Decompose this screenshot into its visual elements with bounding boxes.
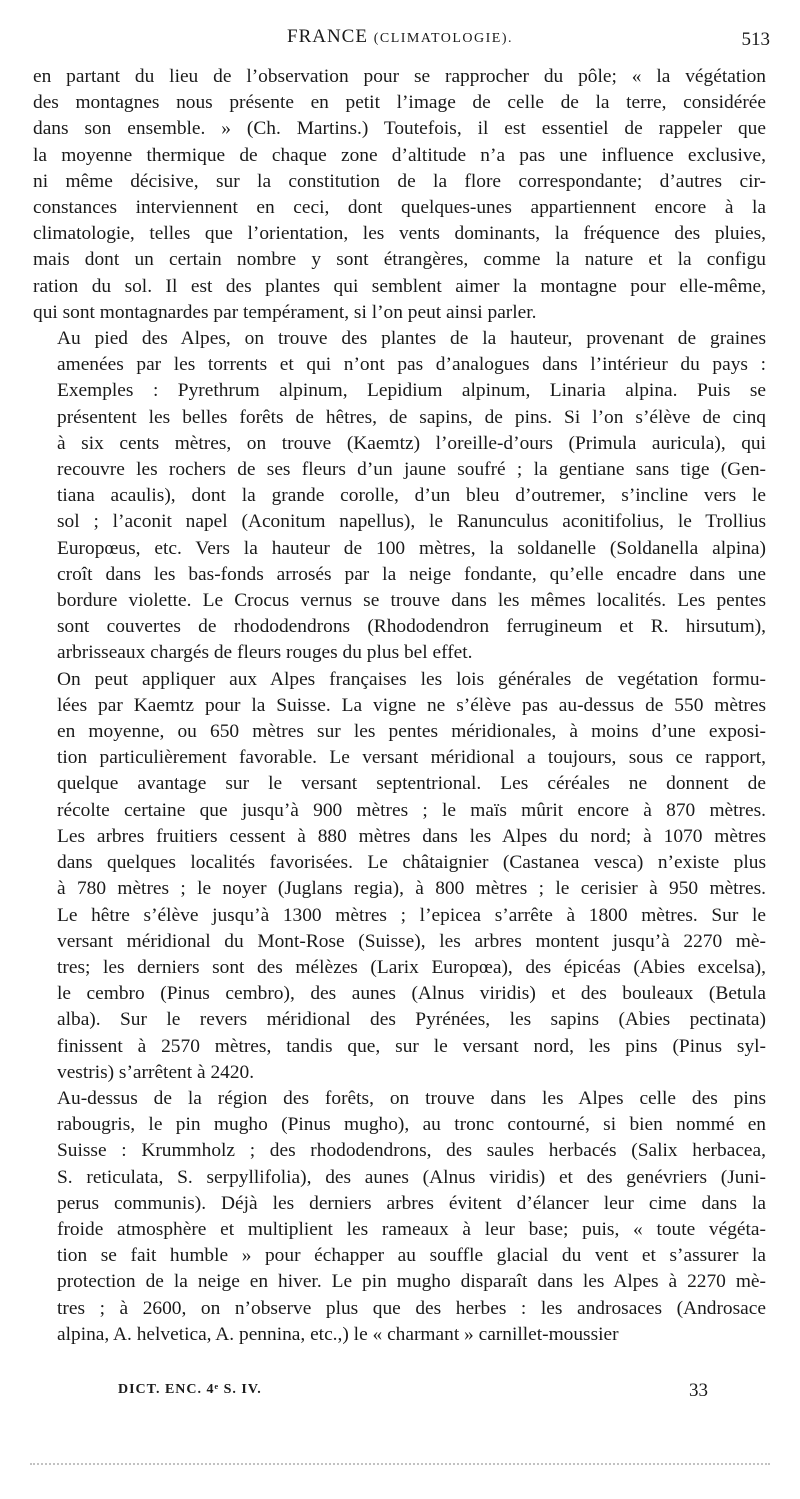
text-line: bordure violette. Le Crocus vernus se trouve dans les mêmes localités. Les pentes — [57, 590, 766, 612]
paragraph — [33, 64, 766, 326]
paragraph — [33, 667, 766, 1086]
text-line: On peut appliquer aux Alpes françaises les lois générales de vegétation formu- — [57, 668, 766, 690]
text-line: Europœus, etc. Vers la hauteur de 100 mètres, la soldanelle (Soldanella alpina) — [57, 537, 766, 559]
text-line: arbrisseaux chargés de fleurs rouges du plus bel effet. — [57, 642, 473, 664]
text-line: quelque avantage sur le versant septentrional. Les céréales ne donnent de — [57, 773, 766, 795]
text-line: mais dont un certain nombre y sont étrangères, comme la nature et la configu — [33, 249, 766, 271]
text-line: tiana acaulis), dont la grande corolle, d’un bleu d’outremer, s’incline vers le — [57, 485, 766, 507]
text-line: Au pied des Alpes, on trouve des plantes de la hauteur, provenant de graines — [57, 328, 766, 350]
text-line: recouvre les rochers de ses fleurs d’un jaune soufré ; la gentiane sans tige (Gen- — [57, 459, 766, 481]
text-line: croît dans les bas-fonds arrosés par la neige fondante, qu’elle encadre dans une — [57, 563, 766, 585]
text-line: froide atmosphère et multiplient les rameaux à leur base; puis, « toute végéta- — [57, 1218, 766, 1240]
text-line: le cembro (Pinus cembro), des aunes (Alnus viridis) et des bouleaux (Betula — [57, 983, 766, 1005]
text-line: constances interviennent en ceci, dont quelques-unes appartiennent encore à la — [33, 197, 766, 219]
signature-mark: DICT. ENC. 4ᵉ S. IV. — [118, 1382, 262, 1397]
text-line: tres; les derniers sont des mélèzes (Larix Europœa), des épicéas (Abies excelsa), — [57, 956, 766, 978]
text-line: présentent les belles forêts de hêtres, de sapins, de pins. Si l’on s’élève de cinq — [57, 406, 766, 428]
text-line: tres ; à 2600, on n’observe plus que des herbes : les androsaces (Androsace — [57, 1297, 766, 1319]
text-line: dans quelques localités favorisées. Le châtaignier (Castanea vesca) n’existe plus — [57, 852, 766, 874]
running-title — [30, 26, 770, 48]
text-line: Exemples : Pyrethrum alpinum, Lepidium alpinum, Linaria alpina. Puis se — [57, 380, 766, 402]
sheet-number: 33 — [689, 1380, 708, 1401]
text-line: à 780 mètres ; le noyer (Juglans regia), à 800 mètres ; le cerisier à 950 mètres. — [57, 878, 766, 900]
text-line: tion particulièrement favorable. Le versant méridional a toujours, sous ce rapport, — [57, 747, 766, 769]
text-line: versant méridional du Mont-Rose (Suisse), les arbres montent jusqu’à 2270 mè- — [57, 930, 766, 952]
text-line: la moyenne thermique de chaque zone d’altitude n’a pas une influence exclusive, — [33, 144, 766, 166]
text-line: en moyenne, ou 650 mètres sur les pentes méridionales, à moins d’une exposi- — [57, 721, 766, 743]
bottom-dotted-rule — [30, 1463, 770, 1469]
text-line: S. reticulata, S. serpyllifolia), des aunes (Alnus viridis) et des genévriers (Juni- — [57, 1166, 766, 1188]
text-line: sont couvertes de rhododendrons (Rhododendron ferrugineum et R. hirsutum), — [57, 616, 766, 638]
text-line: à six cents mètres, on trouve (Kaemtz) l’oreille-d’ours (Primula auricula), qui — [57, 432, 766, 454]
text-line: sol ; l’aconit napel (Aconitum napellus), le Ranunculus aconitifolius, le Trollius — [57, 511, 766, 533]
text-line: Au-dessus de la région des forêts, on trouve dans les Alpes celle des pins — [57, 1087, 766, 1109]
text-line: vestris) s’arrêtent à 2420. — [57, 1061, 255, 1083]
text-line: ni même décisive, sur la constitution de la flore correspondante; d’autres cir- — [33, 170, 766, 192]
text-line: rabougris, le pin mugho (Pinus mugho), au tronc contourné, si bien nommé en — [57, 1114, 766, 1136]
text-line: récolte certaine que jusqu’à 900 mètres ; le maïs mûrit encore à 870 mètres. — [57, 799, 766, 821]
text-line: perus communis). Déjà les derniers arbres évitent d’élancer leur cime dans la — [57, 1192, 766, 1214]
text-line: qui sont montagnardes par tempérament, si l’on peut ainsi parler. — [33, 301, 537, 323]
body-text — [33, 64, 766, 1348]
text-line: alba). Sur le revers méridional des Pyrénées, les sapins (Abies pectinata) — [57, 1009, 766, 1031]
text-line: climatologie, telles que l’orientation, les vents dominants, la fréquence des pluies, — [33, 223, 766, 245]
text-line: tion se fait humble » pour échapper au souffle glacial du vent et s’assurer la — [57, 1245, 766, 1267]
running-title-main: FRANCE — [287, 26, 368, 47]
text-line: amenées par les torrents et qui n’ont pas d’analogues dans l’intérieur du pays : — [57, 354, 766, 376]
text-line: des montagnes nous présente en petit l’image de celle de la terre, considérée — [33, 92, 766, 114]
running-title-sub: (CLIMATOLOGIE). — [373, 31, 513, 46]
text-line: ration du sol. Il est des plantes qui semblent aimer la montagne pour elle-même, — [33, 275, 766, 297]
text-line: Le hêtre s’élève jusqu’à 1300 mètres ; l’epicea s’arrête à 1800 mètres. Sur le — [57, 904, 766, 926]
running-head — [30, 26, 770, 56]
page-number: 513 — [741, 29, 770, 50]
text-line: finissent à 2570 mètres, tandis que, sur le versant nord, les pins (Pinus syl- — [57, 1035, 766, 1057]
paragraph — [33, 326, 766, 667]
text-line: Suisse : Krummholz ; des rhododendrons, des saules herbacés (Salix herbacea, — [57, 1140, 766, 1162]
text-line: protection de la neige en hiver. Le pin mugho disparaît dans les Alpes à 2270 mè- — [57, 1271, 766, 1293]
text-line: Les arbres fruitiers cessent à 880 mètres dans les Alpes du nord; à 1070 mètres — [57, 825, 766, 847]
text-line: alpina, A. helvetica, A. pennina, etc.,) le « charmant » carnillet-moussier — [57, 1323, 619, 1345]
paragraph — [33, 1086, 766, 1348]
page-footer — [118, 1380, 708, 1404]
text-line: lées par Kaemtz pour la Suisse. La vigne ne s’élève pas au-dessus de 550 mètres — [57, 694, 766, 716]
text-line: dans son ensemble. » (Ch. Martins.) Toutefois, il est essentiel de rappeler que — [33, 118, 766, 140]
text-line: en partant du lieu de l’observation pour se rapprocher du pôle; « la végétation — [33, 66, 766, 87]
